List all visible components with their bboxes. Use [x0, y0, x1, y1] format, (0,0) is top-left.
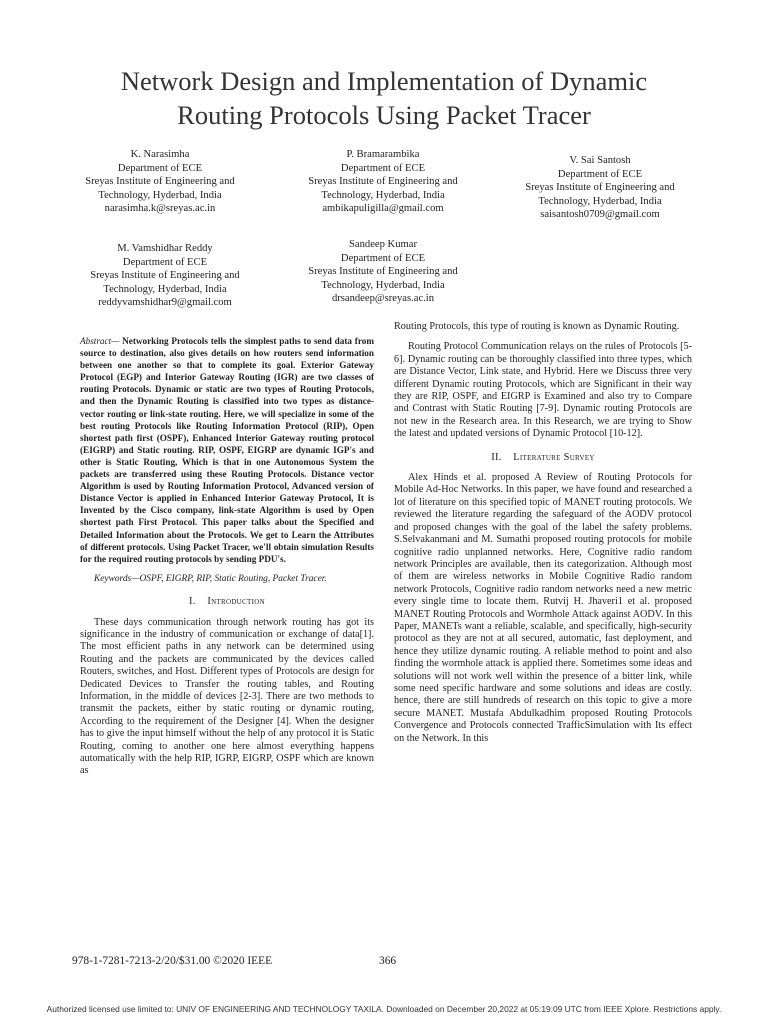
- author-block-5: [283, 238, 483, 306]
- title-line-1: Network Design and Implementation of Dynamic: [120, 66, 648, 96]
- section-title: Introduction: [207, 596, 265, 608]
- left-column: [80, 335, 374, 778]
- author-inst-line-1: Sreyas Institute of Engineering and: [308, 176, 458, 188]
- author-email[interactable]: saisantosh0709@gmail.com: [540, 209, 660, 221]
- author-name: M. Vamshidhar Reddy: [117, 243, 213, 254]
- author-dept: Department of ECE: [340, 252, 426, 264]
- author-email[interactable]: reddyvamshidhar9@gmail.com: [98, 297, 232, 309]
- author-dept: Department of ECE: [117, 162, 203, 174]
- author-inst-line-1: Sreyas Institute of Engineering and: [525, 182, 675, 194]
- right-column: [394, 321, 692, 745]
- author-block-4: [65, 242, 265, 310]
- section-number: II.: [491, 451, 502, 463]
- literature-paragraph: Alex Hinds et al. proposed A Review of Routing Protocols for Mobile Ad-Hoc Networks. In this paper, we have found and researched a lot of literature on this specified topic of MANET routing protocols. We reviewed the literature regarding the safeguard of the AODV protocol and proposed changes with the goal of the label the safety problems. S.Selvakanmani and M. Sumathi proposed routing protocols for mobile cognitive radio unplanned networks. Here, Cognitive radio random network Principles are available, then its categorization. Although most of them are wireless networks in Mobile Cognitive Radio random network Protocols, Cognitive radio random networks need a new metric every single time to locate them. Rutvij H. Jhaveri1 et al. proposed MANET Routing Protocols and Wormhole Attack against AODV. In this Paper, MANETs want a reliable, scalable, and specifically, high-security protocol as they are not at all secured, automatic, fast deployment, and hence they utilize dynamic routing. A reliable method to point and also finding the wormhole attack is applied there. Sometimes some ideas and solutions will not work well within the presence of a bitter link, while some need specific hardware and some solutions and ideas are costly. hence, there are still hundreds of research on this topic to give a more secure MANET. Mustafa Abdulkadhim proposed Routing Protocols Convergence and Protocols connected TrafficSimulation with Its effect on the Network. In this: [394, 472, 692, 744]
- author-email[interactable]: drsandeep@sreyas.ac.in: [331, 293, 435, 305]
- author-dept: Department of ECE: [340, 162, 426, 174]
- title-line-2: Routing Protocols Using Packet Tracer: [177, 100, 591, 130]
- author-inst-line-2: Technology, Hyderbad, India: [103, 283, 227, 295]
- paragraph-continued: Routing Protocols, this type of routing is known as Dynamic Routing.: [394, 321, 680, 332]
- author-inst-line-1: Sreyas Institute of Engineering and: [85, 176, 235, 188]
- section-number: I.: [189, 596, 196, 608]
- author-email[interactable]: ambikapuligilla@gmail.com: [322, 203, 444, 215]
- paragraph: Routing Protocol Communication relays on the rules of Protocols [5-6]. Dynamic routing can be thoroughly classified into three types, which are Distance Vector, Link state, and Hybrid. Here we Discuss three very different Dynamic routing Protocols, which are Significant in their way they are RIP, OSPF, and EIGRP is Examined and also try to Compare and Contrast with Static Routing [7-9]. Dynamic routing Protocols are not new in the Research area. In this Research, we are trying to Show the latest and updated versions of Dynamic Protocol [10-12].: [394, 341, 692, 440]
- author-email[interactable]: narasimha.k@sreyas.ac.in: [104, 203, 216, 215]
- section-heading-literature-survey: [394, 452, 692, 464]
- paper-title: [40, 64, 728, 132]
- section-title: Literature Survey: [513, 451, 595, 463]
- author-name: P. Bramarambika: [346, 149, 420, 160]
- copyright-isbn: 978-1-7281-7213-2/20/$31.00 ©2020 IEEE: [72, 955, 273, 967]
- author-inst-line-2: Technology, Hyderbad, India: [321, 189, 445, 201]
- author-inst-line-2: Technology, Hyderbad, India: [538, 195, 662, 207]
- author-dept: Department of ECE: [557, 168, 643, 180]
- abstract-text: Networking Protocols tells the simplest paths to send data from source to destination, also gives details on how routers send information between one another so that to complete its goal. Exterior Gateway Protocol (EGP) and Interior Gateway Routing (IGR) are two classes of routing Protocols. Dynamic or static are two types of Routing Protocols, and then the Dynamic Routing is classified into two types as distance-vector routing or link-state routing. Here, we will specialize in some of the best routing Protocols like Routing Information Protocol (RIP), Open shortest path first (OSPF), Enhanced Interior Gateway routing protocol (EIGRP) and Static routing. RIP, OSPF, EIGRP are dynamic IGP's and other is Static Routing, Which is that in one Autonomous System the packets are transferred using these Routing Protocols. Distance vector Algorithm is used by Routing Information Protocol, Advanced version of Distance Vector is applied in Enhanced Interior Gateway Protocol, It is Invented by the Cisco company, link-state Algorithm is used by Open shortest path First Protocol. This paper talks about the Specified and Detailed Information about the Protocols. We get to Learn the Attributes of different protocols. Using Packet Tracer, we'll obtain simulation Results for the required routing protocols by sending PDU's.: [80, 336, 374, 564]
- intro-paragraph: These days communication through network routing has got its significance in the industry of communication or exchange of data[1]. The most efficient paths in any network can be determined using Routing and the packets are communicated by the devices called Routers, switches, and Host. Different types of Protocols are design for Dedicated Devices to Transfer the routing tables, and Routing Information, in the middle of devices [2-3]. There are two methods to transmit the packets, either by static routing or dynamic routing, According to the requirement of the Designer [4]. When the designer has to give the input himself without the help of any protocol it is Static Routing, coming to another one here almost everything happens automatically with the help RIP, IGRP, EIGRP, OSPF which are known as: [80, 616, 374, 777]
- abstract: [80, 335, 374, 565]
- author-block-1: [60, 148, 260, 216]
- author-inst-line-1: Sreyas Institute of Engineering and: [308, 266, 458, 278]
- author-dept: Department of ECE: [122, 256, 208, 268]
- author-name: Sandeep Kumar: [349, 239, 417, 250]
- section-heading-introduction: [80, 596, 374, 608]
- license-notice: Authorized licensed use limited to: UNIV OF ENGINEERING AND TECHNOLOGY TAXILA. Downloaded on December 20,2022 at 05:19:09 UTC from IEEE Xplore. Restrictions apply.: [46, 1004, 722, 1014]
- abstract-label: Abstract—: [80, 336, 120, 346]
- author-name: K. Narasimha: [130, 149, 190, 160]
- author-inst-line-2: Technology, Hyderbad, India: [321, 279, 445, 291]
- author-inst-line-2: Technology, Hyderbad, India: [98, 189, 222, 201]
- page-number: 366: [379, 955, 397, 967]
- author-name: V. Sai Santosh: [569, 155, 631, 166]
- author-inst-line-1: Sreyas Institute of Engineering and: [90, 270, 240, 282]
- keywords: Keywords—OSPF, EIGRP, RIP, Static Routing, Packet Tracer.: [94, 573, 327, 584]
- author-block-2: [283, 148, 483, 216]
- author-block-3: [500, 154, 700, 222]
